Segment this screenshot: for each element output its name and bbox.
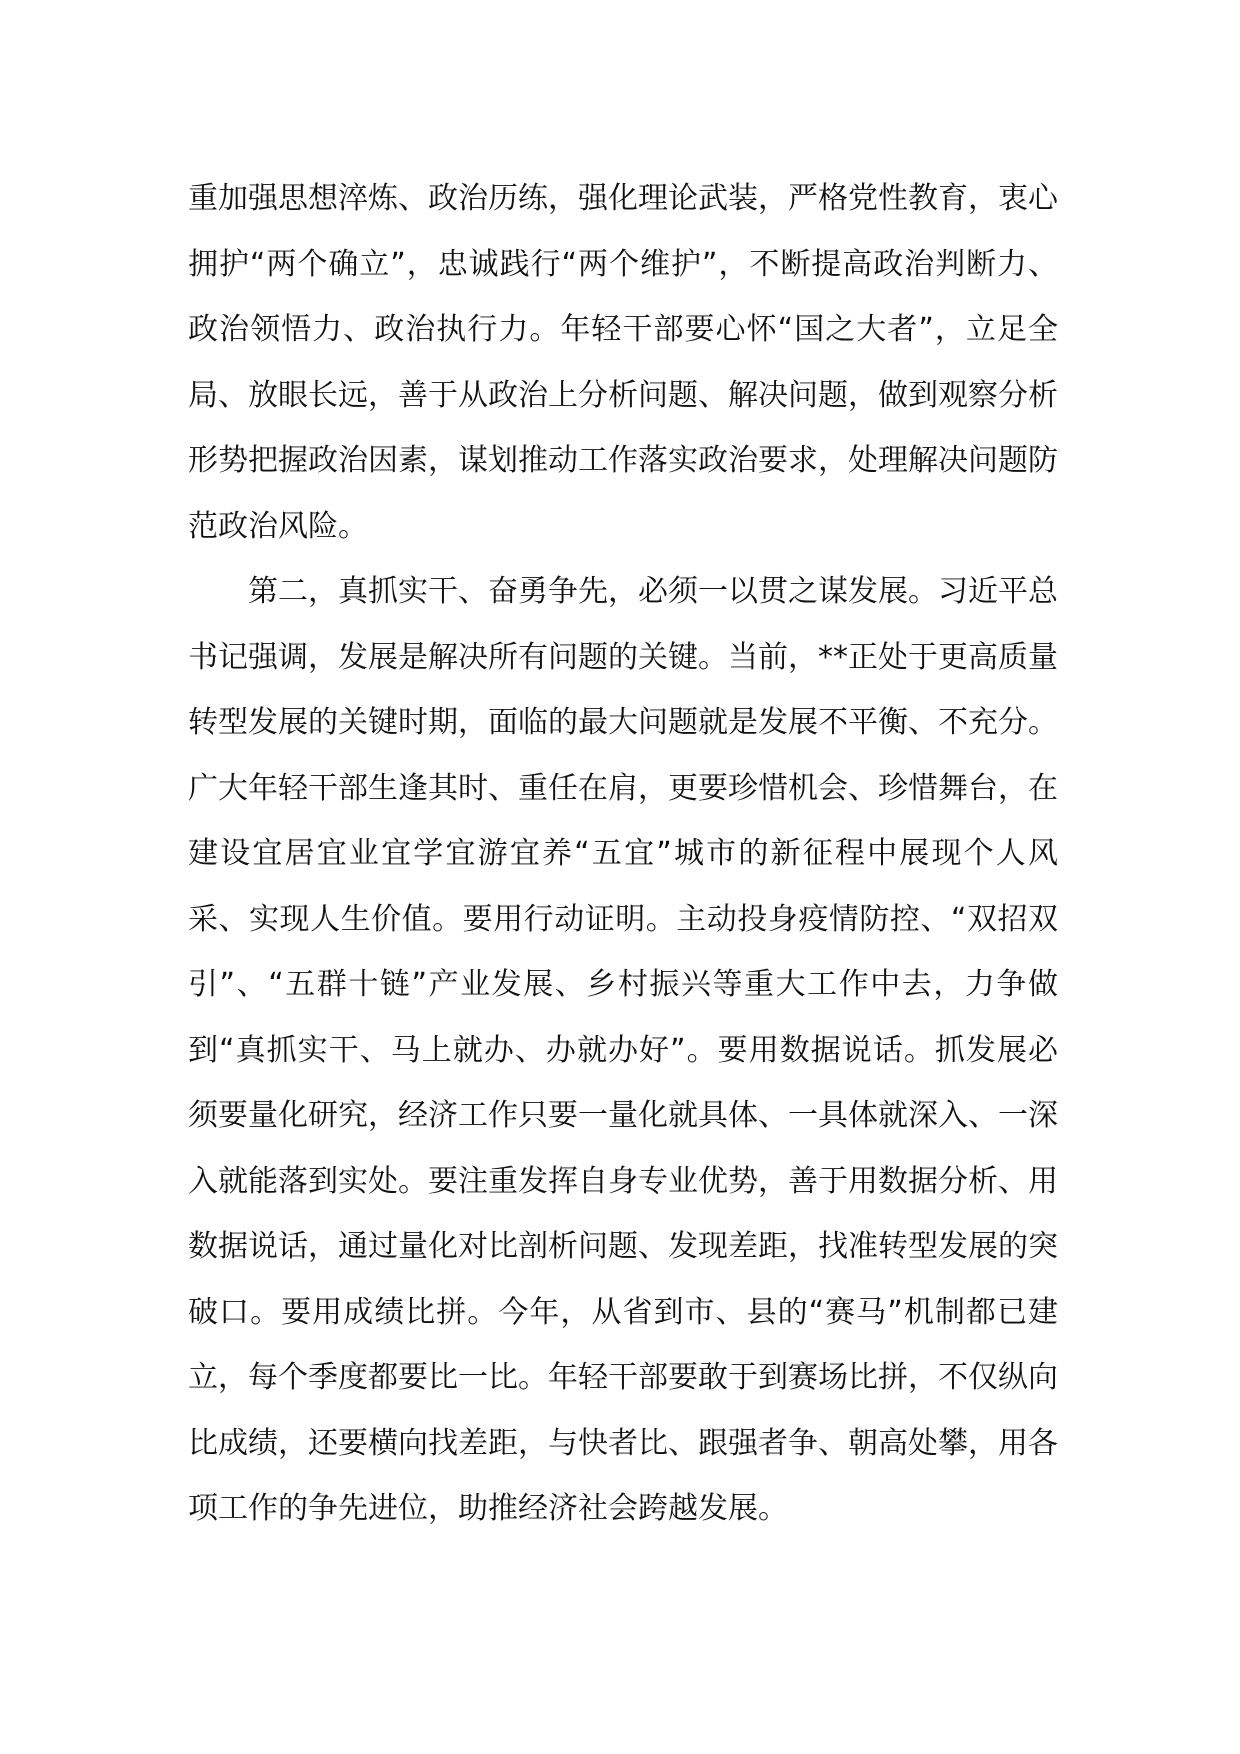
document-body bbox=[188, 166, 1058, 1542]
paragraph-second-point: 第二，真抓实干、奋勇争先，必须一以贯之谋发展。习近平总书记强调，发展是解决所有问题的关键。当前，**正处于更高质量转型发展的关键时期，面临的最大问题就是发展不平衡、不充分。广大年轻干部生逢其时、重任在肩，更要珍惜机会、珍惜舞台，在建设宜居宜业宜学宜游宜养“五宜”城市的新征程中展现个人风采、实现人生价值。要用行动证明。主动投身疫情防控、“双招双引”、“五群十链”产业发展、乡村振兴等重大工作中去，力争做到“真抓实干、马上就办、办就办好”。要用数据说话。抓发展必须要量化研究，经济工作只要一量化就具体、一具体就深入、一深入就能落到实处。要注重发挥自身专业优势，善于用数据分析、用数据说话，通过量化对比剖析问题、发现差距，找准转型发展的突破口。要用成绩比拼。今年，从省到市、县的“赛马”机制都已建立，每个季度都要比一比。年轻干部要敢于到赛场比拼，不仅纵向比成绩，还要横向找差距，与快者比、跟强者争、朝高处攀，用各项工作的争先进位，助推经济社会跨越发展。 bbox=[188, 574, 1058, 1526]
paragraph-continued: 重加强思想淬炼、政治历练，强化理论武装，严格党性教育，衷心拥护“两个确立”，忠诚践行“两个维护”，不断提高政治判断力、政治领悟力、政治执行力。年轻干部要心怀“国之大者”，立足全局、放眼长远，善于从政治上分析问题、解决问题，做到观察分析形势把握政治因素，谋划推动工作落实政治要求，处理解决问题防范政治风险。 bbox=[188, 181, 1058, 544]
